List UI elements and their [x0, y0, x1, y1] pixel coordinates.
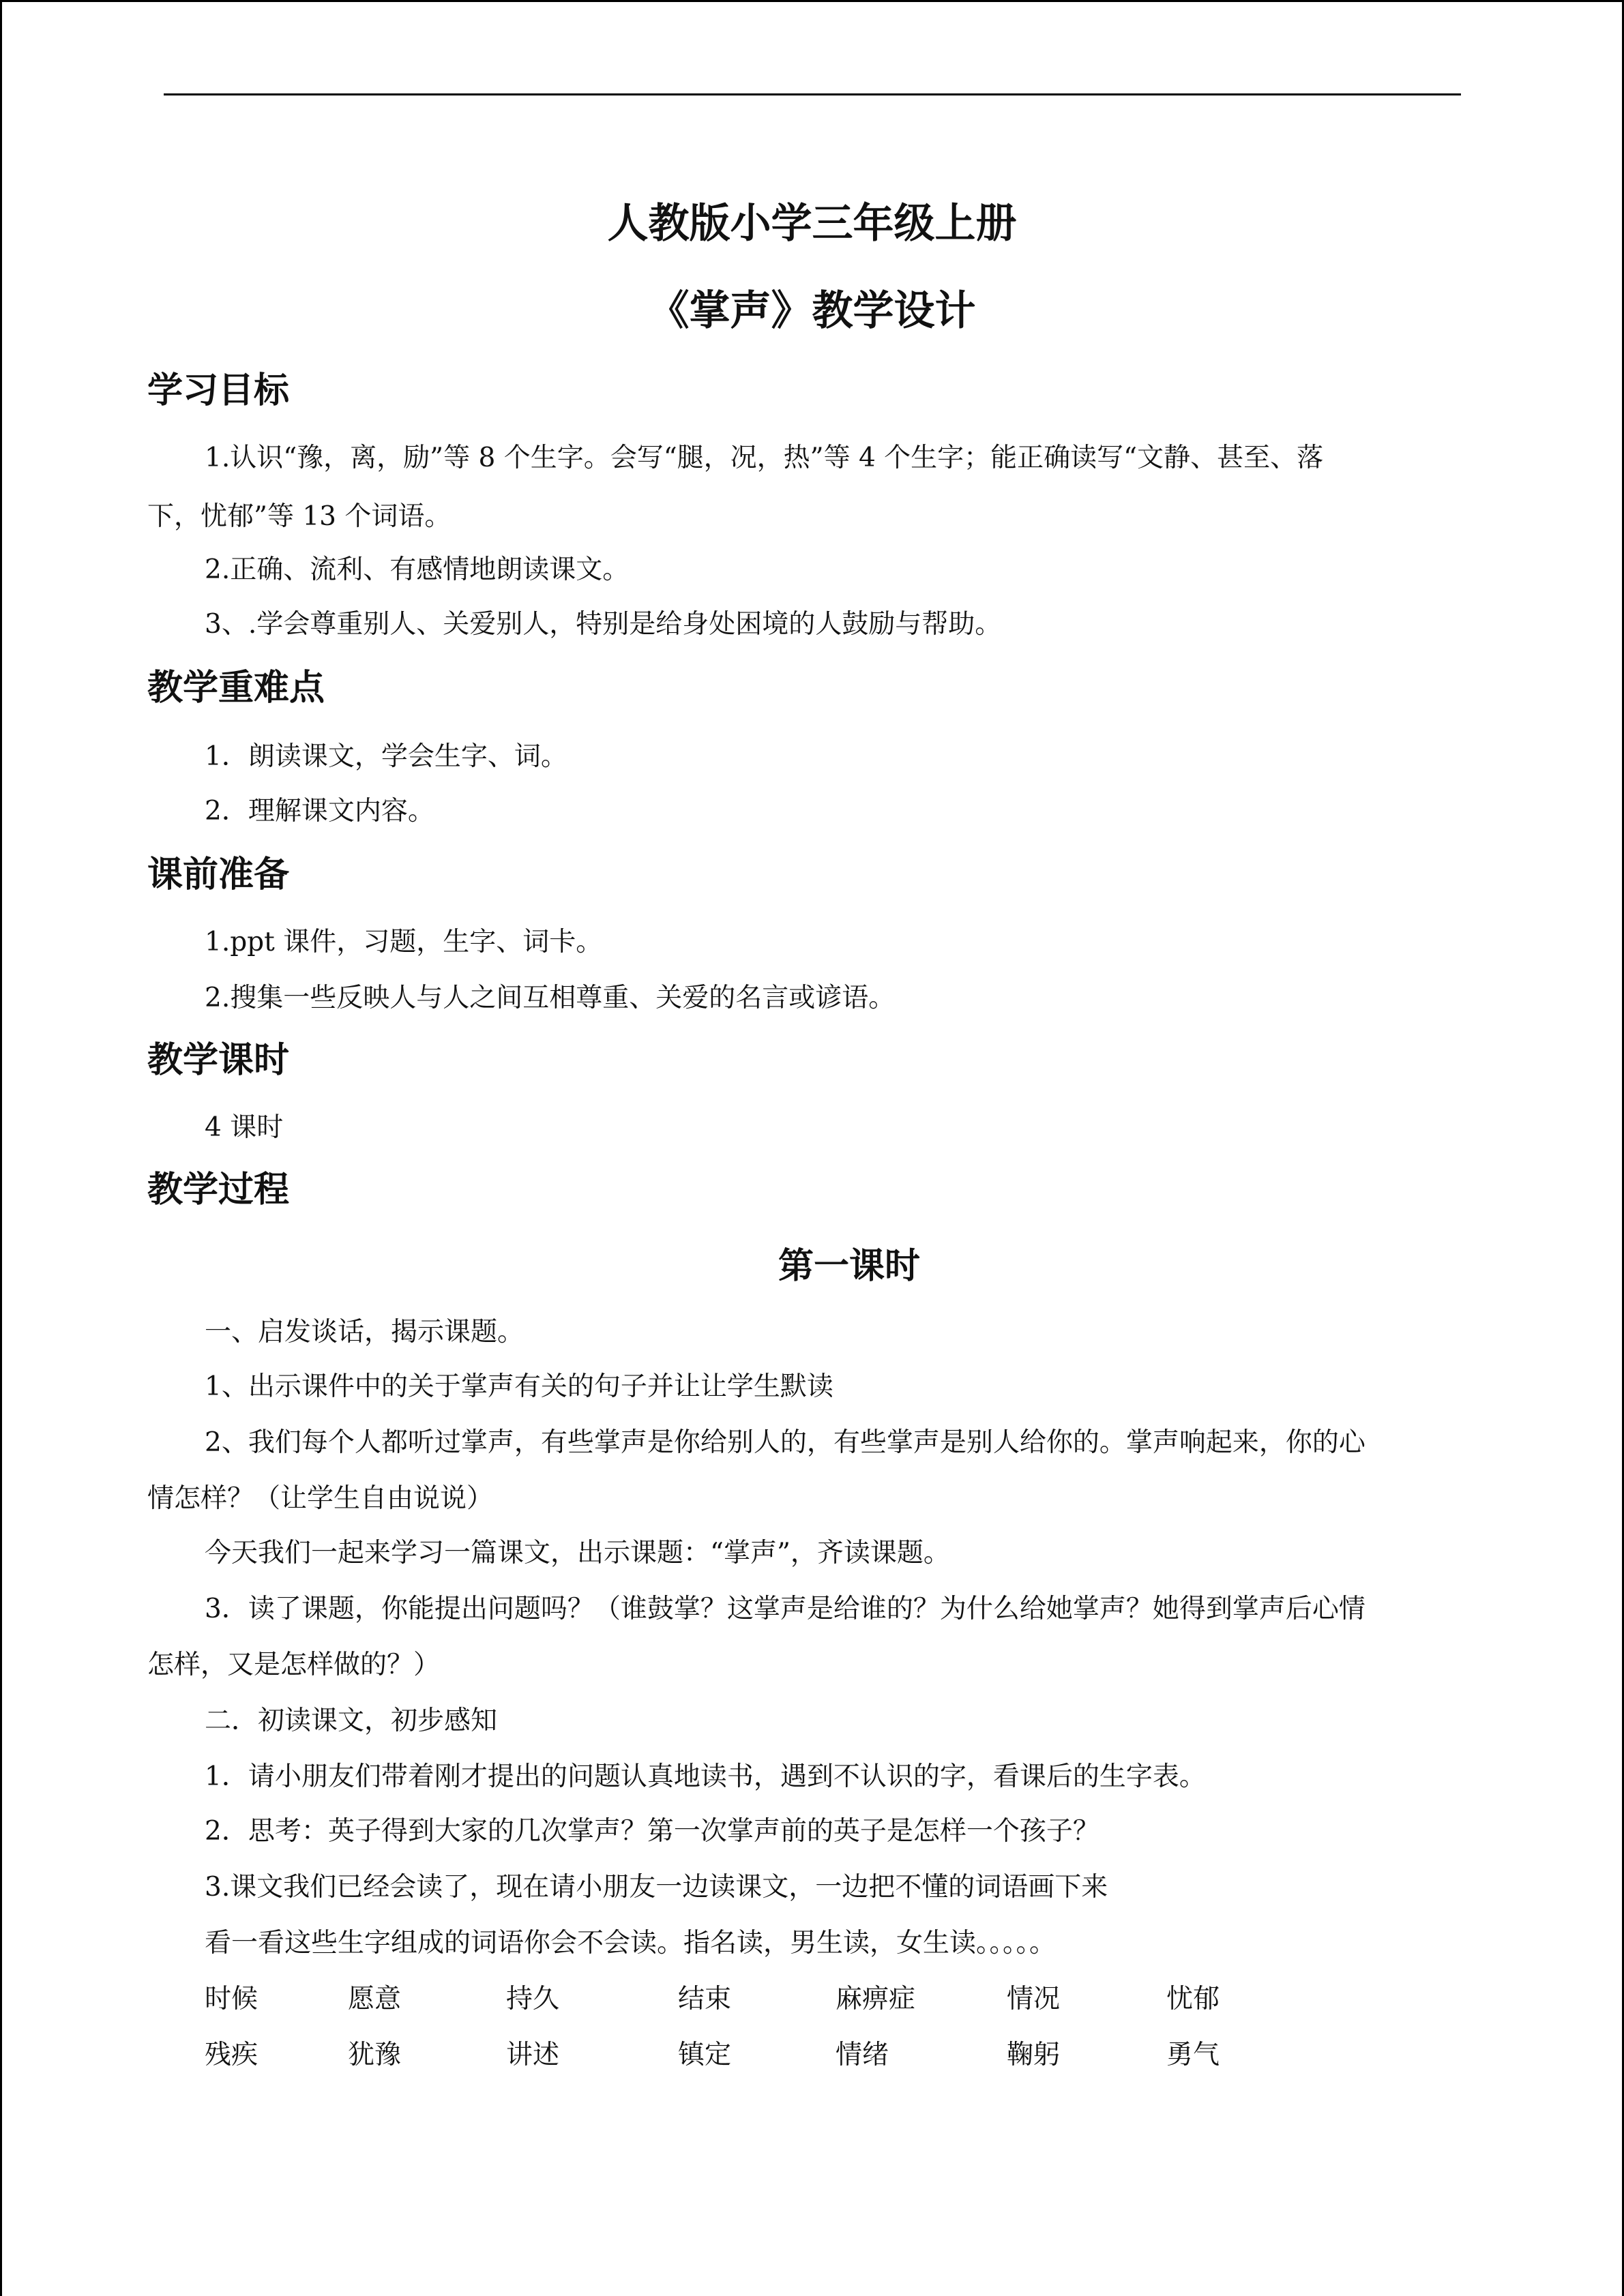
vocab-word: 情绪: [836, 2040, 889, 2070]
hours-value: 4 课时: [205, 1112, 284, 1143]
vocab-word: 结束: [678, 1984, 732, 2014]
vocab-word: 鞠躬: [1007, 2040, 1061, 2070]
vocab-word: 忧郁: [1166, 1984, 1220, 2014]
process-paragraph: 2、我们每个人都听过掌声，有些掌声是你给别人的，有些掌声是别人给你的。掌声响起来，你的心: [205, 1427, 1365, 1458]
key-point-2: 2．理解课文内容。: [205, 796, 434, 826]
preparation-heading: 课前准备: [147, 854, 290, 895]
document-title: 人教版小学三年级上册: [607, 200, 1017, 248]
vocab-word: 情况: [1007, 1984, 1061, 2014]
vocab-row-2: [0, 2035, 1624, 2076]
preparation-1: 1.ppt 课件，习题，生字、词卡。: [205, 927, 603, 957]
vocab-word: 持久: [506, 1984, 560, 2014]
process-paragraph: 3.课文我们已经会读了，现在请小朋友一边读课文，一边把不懂的词语画下来: [205, 1872, 1108, 1903]
objective-1-line-1: 1.认识“豫，离，励”等 8 个生字。会写“腿，况，热”等 4 个生字；能正确读写“文静、甚至、落: [205, 443, 1324, 473]
process-paragraph: 2．思考：英子得到大家的几次掌声？第一次掌声前的英子是怎样一个孩子？: [205, 1816, 1099, 1847]
objective-3: 3、.学会尊重别人、关爱别人，特别是给身处困境的人鼓励与帮助。: [205, 609, 1002, 640]
vocab-word: 讲述: [506, 2040, 560, 2070]
process-paragraph: 1、出示课件中的关于掌声有关的句子并让让学生默读: [205, 1371, 833, 1402]
process-paragraph: 看一看这些生字组成的词语你会不会读。指名读，男生读，女生读。。。。。: [205, 1928, 1057, 1958]
process-paragraph: 今天我们一起来学习一篇课文，出示课题：“掌声”，齐读课题。: [205, 1538, 950, 1568]
lesson-title: 第一课时: [778, 1246, 920, 1287]
vocab-word: 镇定: [678, 2040, 732, 2070]
page-frame-top: [0, 0, 1624, 2]
page-frame-left: [0, 0, 2, 2296]
vocab-word: 犹豫: [348, 2040, 402, 2070]
document-subtitle: 《掌声》教学设计: [648, 287, 976, 335]
vocab-row-1: [0, 1979, 1624, 2020]
objective-1-line-2: 下，忧郁”等 13 个词语。: [147, 501, 452, 532]
vocab-word: 麻痹症: [836, 1984, 916, 2014]
process-heading: 教学过程: [147, 1169, 290, 1210]
process-paragraph-continued: 怎样，又是怎样做的？）: [147, 1650, 441, 1680]
vocab-word: 残疾: [205, 2040, 259, 2070]
objective-2: 2.正确、流利、有感情地朗读课文。: [205, 554, 630, 585]
vocab-word: 勇气: [1166, 2040, 1220, 2070]
preparation-2: 2.搜集一些反映人与人之间互相尊重、关爱的名言或谚语。: [205, 983, 896, 1013]
process-paragraph: 一、启发谈话，揭示课题。: [205, 1317, 525, 1347]
process-paragraph: 3．读了课题，你能提出问题吗？（谁鼓掌？这掌声是给谁的？为什么给她掌声？她得到掌声后心情: [205, 1594, 1365, 1624]
header-rule: [164, 93, 1461, 95]
key-point-1: 1．朗读课文，学会生字、词。: [205, 741, 567, 772]
process-paragraph: 二．初读课文，初步感知: [205, 1705, 498, 1736]
vocab-word: 时候: [205, 1984, 259, 2014]
objectives-heading: 学习目标: [147, 370, 290, 411]
process-paragraph: 1．请小朋友们带着刚才提出的问题认真地读书，遇到不认识的字，看课后的生字表。: [205, 1761, 1206, 1792]
key-points-heading: 教学重难点: [147, 668, 325, 709]
vocab-word: 愿意: [348, 1984, 402, 2014]
process-paragraph-continued: 情怎样？（让学生自由说说）: [147, 1483, 494, 1514]
hours-heading: 教学课时: [147, 1040, 290, 1081]
